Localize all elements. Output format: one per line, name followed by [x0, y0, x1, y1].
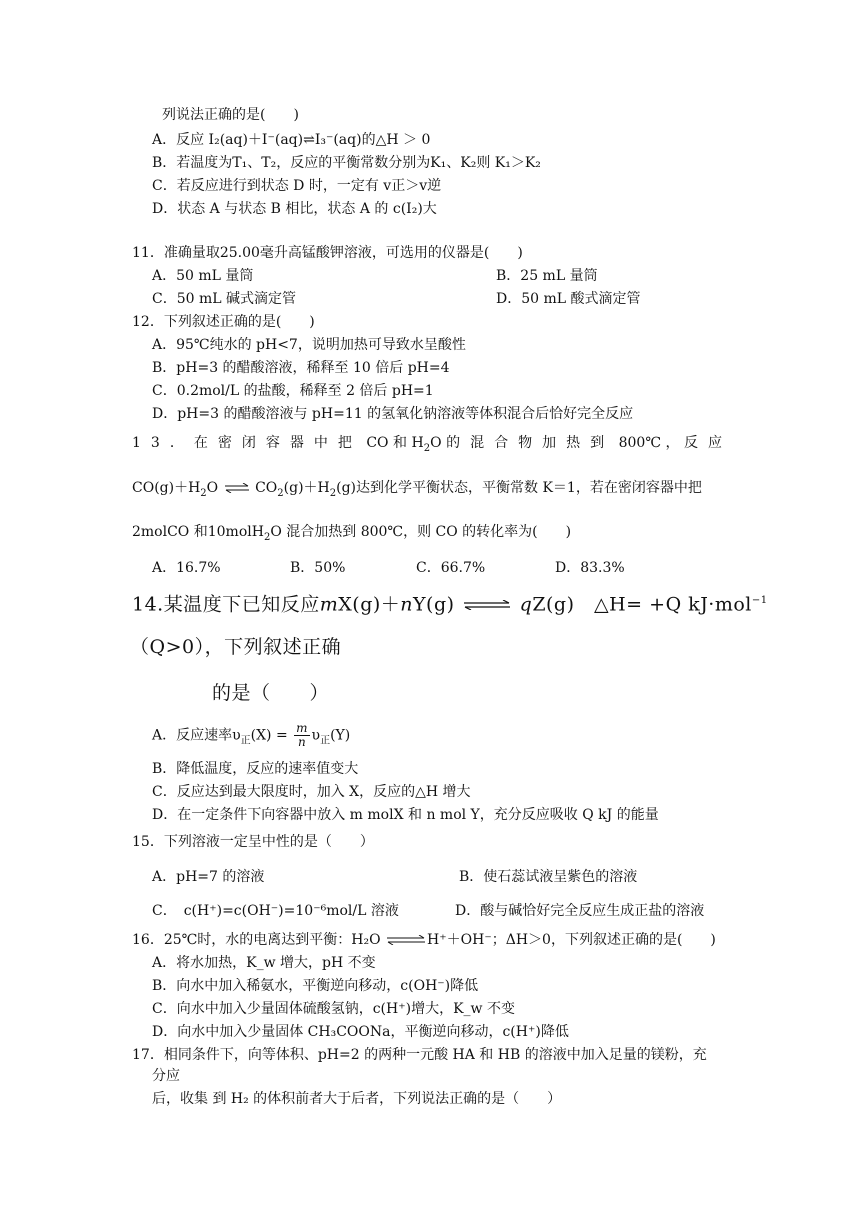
q13-eq-lhs: $CO(g)+H_2O$ [132, 480, 219, 499]
q11-stem: 11．准确量取25.00毫升高锰酸钾溶液，可选用的仪器是( ) [132, 245, 523, 261]
q12-option-d: D．pH=3 的醋酸溶液与 pH=11 的氢氧化钠溶液等体积混合后恰好完全反应 [152, 406, 634, 422]
q13-line1 [132, 433, 732, 459]
q12-option-b: B．pH=3 的醋酸溶液，稀释至 10 倍后 pH=4 [152, 360, 450, 376]
q16-option-c: C．向水中加入少量固体硫酸氢钠，c(H⁺)增大，K_w 不变 [152, 1001, 515, 1017]
q13-option-a: A．16.7% [152, 560, 221, 576]
equilibrium-arrow-icon [224, 483, 250, 493]
q13-line1-h2o: $H_2O$ [411, 435, 442, 454]
q15-option-b: B．使石蕊试液呈紫色的溶液 [459, 869, 638, 885]
q13-line1-and: 和 [393, 435, 408, 451]
q17-stem-line2: 分应 [152, 1068, 180, 1084]
fraction-m-over-n: $\frac{m}{n}$ [296, 721, 308, 749]
q15-stem: 15．下列溶液一定呈中性的是（ ） [132, 834, 374, 850]
q10-option-c: C．若反应进行到状态 D 时，一定有 v正＞v逆 [152, 178, 442, 194]
q14-option-d: D．在一定条件下向容器中放入 m molX 和 n mol Y，充分反应吸收 Q kJ 的能量 [152, 807, 659, 823]
reaction-arrow-icon [462, 600, 512, 610]
q13-line3: 2molCO 和10molH$_2$O 混合加热到 800℃，则 CO 的转化率为( ) [132, 524, 572, 543]
q13-option-b: B．50% [290, 560, 346, 576]
q13-equation-line [132, 478, 702, 504]
q11-option-c: C．50 mL 碱式滴定管 [152, 291, 296, 307]
q11-option-a: A．50 mL 量筒 [152, 268, 254, 284]
q17-stem-line3: 后，收集 到 H₂ 的体积前者大于后者，下列说法正确的是（ ） [152, 1091, 562, 1107]
q10-stem: 列说法正确的是( ) [162, 107, 299, 123]
q14-line2: （Q>0），下列叙述正确 [130, 636, 342, 658]
q10-option-b: B．若温度为T₁、T₂，反应的平衡常数分别为K₁、K₂则 K₁＞K₂ [152, 155, 541, 171]
q13-line1-end: 反应 [684, 435, 732, 451]
q11-option-d: D．50 mL 酸式滴定管 [496, 291, 641, 307]
q14-option-b: B．降低温度，反应的速率值变大 [152, 761, 359, 777]
q13-line1-prefix: 13．在密闭容器中把 [132, 435, 362, 451]
q16-option-d: D．向水中加入少量固体 CH₃COONa，平衡逆向移动，c(H⁺)降低 [152, 1024, 569, 1040]
q12-option-c: C．0.2mol/L 的盐酸，稀释至 2 倍后 pH=1 [152, 383, 434, 399]
q14-option-a: A．反应速率$\upsilon_正(X)$ = $\frac{m}{n}$ $\upsilon_正(Y)$ [152, 721, 351, 749]
q14-line3: 的是（ ） [212, 682, 330, 704]
q13-option-c: C．66.7% [416, 560, 486, 576]
q10-option-a: A．反应 I₂(aq)＋I⁻(aq)⇌I₃⁻(aq)的△H ＞ 0 [152, 132, 431, 148]
q13-line1-temp: 800℃ [618, 435, 661, 451]
q14-option-c: C．反应达到最大限度时，加入 X，反应的△H 增大 [152, 784, 471, 800]
q13-eq-text: 达到化学平衡状态，平衡常数 K＝1，若在密闭容器中把 [356, 480, 702, 496]
q16-stem: 16．25℃时，水的电离达到平衡：H₂O H⁺＋OH⁻；ΔH＞0，下列叙述正确的是( ) [132, 932, 716, 948]
q12-option-a: A．95℃纯水的 pH<7，说明加热可导致水呈酸性 [152, 337, 466, 353]
q15-option-a: A．pH=7 的溶液 [152, 869, 265, 885]
q15-option-d: D．酸与碱恰好完全反应生成正盐的溶液 [455, 903, 705, 919]
q13-line1-co: CO [366, 435, 389, 451]
q11-option-b: B．25 mL 量筒 [496, 268, 598, 284]
ionization-arrow-icon [386, 935, 426, 945]
q13-line1-mid: 的混合物加热到 [446, 435, 615, 451]
q13-eq-rhs: $CO_2(g)+H_2(g)$ [255, 480, 357, 499]
q10-option-d: D．状态 A 与状态 B 相比，状态 A 的 c(I₂)大 [152, 201, 437, 217]
q13-line1-comma: ， [665, 435, 680, 451]
q15-option-c: C． c(H⁺)=c(OH⁻)=10⁻⁶mol/L 溶液 [152, 903, 399, 919]
q17-stem-line1: 17．相同条件下，向等体积、pH=2 的两种一元酸 HA 和 HB 的溶液中加入足量的镁粉，充 [132, 1047, 707, 1063]
q16-option-b: B．向水中加入稀氨水，平衡逆向移动，c(OH⁻)降低 [152, 978, 479, 994]
q13-option-d: D．83.3% [555, 560, 625, 576]
q12-stem: 12．下列叙述正确的是( ) [132, 314, 315, 330]
q14-line1: 14.某温度下已知反应mX(g)＋nY(g) qZ(g) △H= +Q kJ·mol$^{-1}$ [132, 593, 768, 616]
q16-option-a: A．将水加热，K_w 增大，pH 不变 [152, 955, 376, 971]
